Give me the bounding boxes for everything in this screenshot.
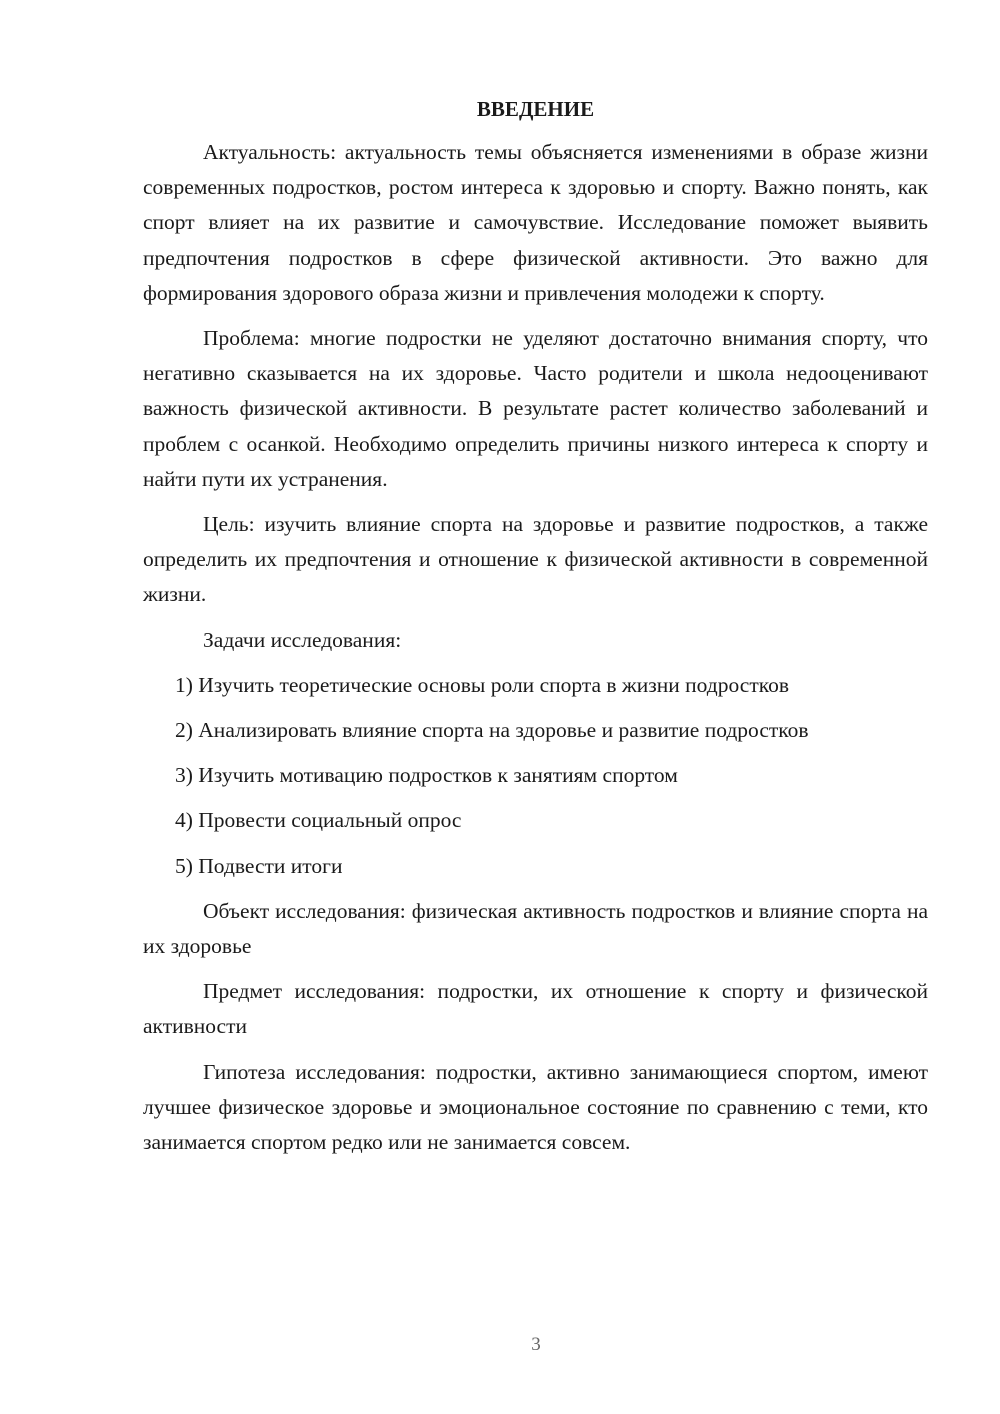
page-number: 3 [531, 1334, 541, 1355]
task-item-2: 2) Анализировать влияние спорта на здоровье и развитие подростков [175, 718, 809, 743]
paragraph-subject: Предмет исследования: подростки, их отношение к спорту и физической активности [143, 979, 928, 1039]
task-item-1: 1) Изучить теоретические основы роли спорта в жизни подростков [175, 672, 789, 697]
page-content [143, 92, 928, 1160]
paragraph-hypothesis: Гипотеза исследования: подростки, активно занимающиеся спортом, имеют лучшее физическое здоровье и эмоциональное состояние по сравнению с теми, кто занимается спортом редко или не занимается совсем. [143, 1059, 928, 1155]
tasks-list [143, 668, 928, 884]
task-item-3: 3) Изучить мотивацию подростков к занятиям спортом [175, 763, 678, 788]
tasks-heading: Задачи исследования: [203, 627, 402, 652]
paragraph-goal: Цель: изучить влияние спорта на здоровье и развитие подростков, а также определить их предпочтения и отношение к физической активности в современной жизни. [143, 512, 928, 607]
task-item-5: 5) Подвести итоги [175, 853, 343, 878]
paragraph-relevance: Актуальность: актуальность темы объясняется изменениями в образе жизни современных подростков, ростом интереса к здоровью и спорту. Важно понять, как спорт влияет на их развитие и самочувствие. Исследование поможет выявить предпочтения подростков в сфере физической активности. Это важно для формирования здорового образа жизни и привлечения молодежи к спорту. [143, 140, 928, 305]
task-item-4: 4) Провести социальный опрос [175, 808, 462, 833]
paragraph-problem: Проблема: многие подростки не уделяют достаточно внимания спорту, что негативно сказывается на их здоровье. Часто родители и школа недооценивают важность физической активности. В результате растет количество заболеваний и проблем с осанкой. Необходимо определить причины низкого интереса к спорту и найти пути их устранения. [143, 326, 928, 491]
paragraph-object: Объект исследования: физическая активность подростков и влияние спорта на их здоровье [143, 898, 928, 959]
page-title: ВВЕДЕНИЕ [476, 97, 595, 121]
